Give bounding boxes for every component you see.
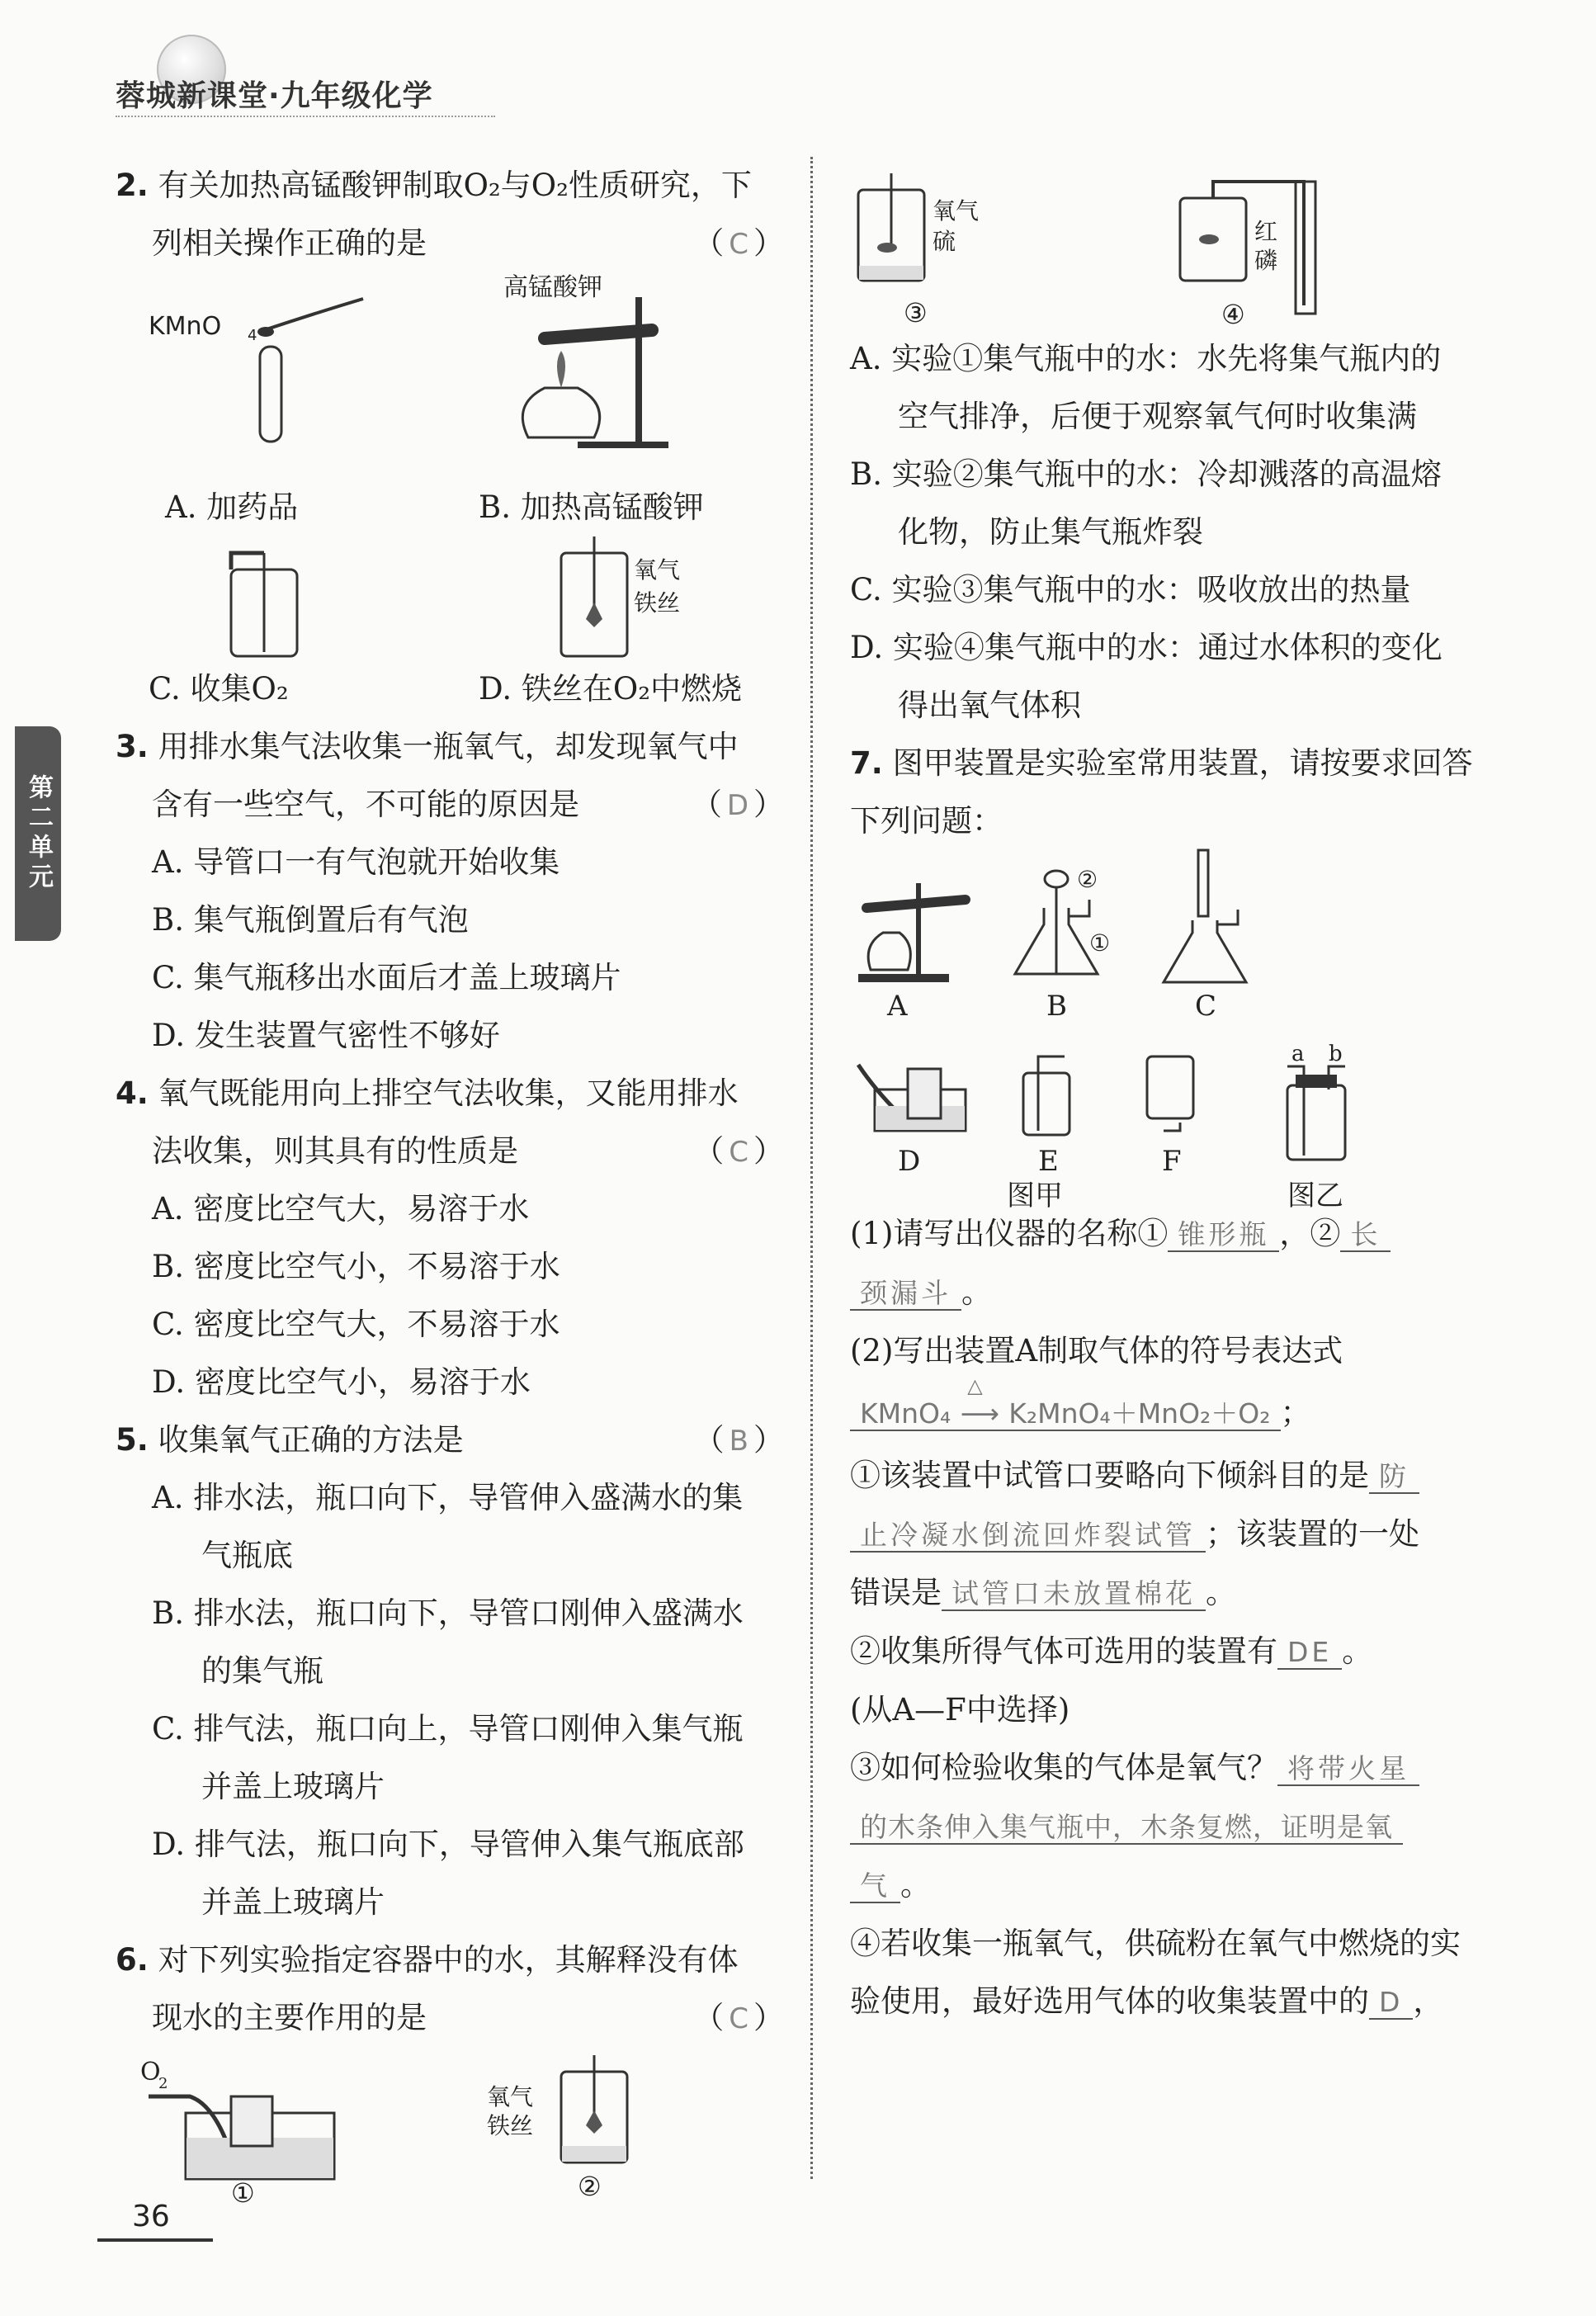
apparatus-c — [1164, 850, 1246, 1023]
fig-exp4-phosphorus — [1172, 157, 1353, 330]
q2-option-c: C. 收集O₂ — [149, 671, 289, 707]
label-a: A — [887, 990, 908, 1023]
q7-s1-prompt2: 错误是 — [850, 1575, 942, 1610]
q6-option-d-line1: D. 实验④集气瓶中的水：通过水体积的变化 — [850, 630, 1443, 665]
q6-option-b-line2: 化物，防止集气瓶炸裂 — [898, 514, 1203, 550]
q5-option-d-line1: D. 排气法，瓶口向下，导管伸入集气瓶底部 — [152, 1827, 744, 1862]
q6-option-a-line2: 空气排净，后便于观察氧气何时收集满 — [898, 399, 1417, 434]
q7-apparatus-svg — [850, 850, 1494, 1212]
q3-number: 3. — [116, 729, 149, 764]
fig-exp1-water-collect — [140, 2055, 388, 2209]
q4-text-line2: 法收集，则其具有的性质是 — [152, 1133, 518, 1169]
q3-answer: D — [726, 789, 748, 822]
q3-answer-paren: （ D ） — [691, 787, 784, 822]
left-column — [116, 157, 792, 2212]
q7-eq-condition: △ — [967, 1374, 983, 1397]
q7-eq-arrow: △ ⟶ — [951, 1381, 1008, 1447]
q6-text-line1: 对下列实验指定容器中的水，其解释没有体 — [158, 1942, 739, 1978]
q7-s3-line2 — [850, 1798, 1494, 1856]
q7-number: 7. — [850, 745, 883, 781]
q3-option-c: C. 集气瓶移出水面后才盖上玻璃片 — [152, 960, 621, 995]
q3-option-b: B. 集气瓶倒置后有气泡 — [152, 902, 469, 938]
q2-option-d: D. 铁丝在O₂中燃烧 — [479, 671, 743, 707]
q6-number: 6. — [116, 1942, 149, 1978]
q5-option-b-line2: 的集气瓶 — [201, 1653, 323, 1689]
label-d: D — [898, 1145, 921, 1178]
label-c: C — [1195, 990, 1217, 1023]
q7-s1-line2 — [850, 1505, 1494, 1564]
q7-p1-answer2a: 长 — [1340, 1218, 1391, 1252]
q7-text-line2: 下列问题： — [850, 803, 1003, 839]
q4-option-a: A. 密度比空气大，易溶于水 — [152, 1191, 530, 1227]
q4-text-line1: 氧气既能用向上排空气法收集，又能用排水 — [158, 1075, 739, 1111]
label-port-a: a — [1291, 1042, 1305, 1066]
q6-option-d-line2: 得出氧气体积 — [898, 688, 1081, 723]
q7-part1-cont — [850, 1264, 1494, 1322]
fig-exp4-label2: 磷 — [1254, 247, 1278, 274]
fig-exp4-num: ④ — [1221, 299, 1245, 330]
q7-p1-answer2b: 颈漏斗 — [850, 1277, 961, 1311]
q7-p2-end: ； — [1280, 1395, 1311, 1430]
q7-s3-end: 。 — [900, 1867, 931, 1902]
fig-exp3-sulfur — [850, 173, 1032, 330]
q4-option-c: C. 密度比空气大，不易溶于水 — [152, 1307, 560, 1342]
q6-answer: C — [729, 2002, 748, 2035]
q3-option-d: D. 发生装置气密性不够好 — [152, 1018, 500, 1053]
q6-option-c: C. 实验③集气瓶中的水：吸收放出的热量 — [850, 572, 1411, 607]
question-7 — [850, 735, 1494, 2031]
q3-option-a: A. 导管口一有气泡就开始收集 — [152, 844, 560, 880]
q7-part1 — [850, 1205, 1494, 1264]
q7-s1 — [850, 1447, 1494, 1505]
q6-options — [850, 330, 1494, 735]
q4-number: 4. — [116, 1075, 149, 1111]
q4-answer-paren: （ C ） — [693, 1133, 784, 1169]
right-column — [850, 173, 1494, 2031]
q7-p1-end: 。 — [961, 1274, 992, 1310]
apparatus-b — [1015, 866, 1110, 1023]
question-3 — [116, 718, 792, 1065]
label-b: B — [1046, 990, 1067, 1023]
label-e: E — [1038, 1145, 1059, 1178]
q5-option-a-line2: 气瓶底 — [201, 1538, 293, 1573]
q7-s1-prompt: ①该装置中试管口要略向下倾斜目的是 — [850, 1458, 1369, 1493]
q2-answer: C — [729, 228, 748, 261]
fig-iron-burn — [545, 536, 710, 660]
apparatus-e — [1007, 1056, 1070, 1212]
header-rule — [116, 116, 495, 117]
q2-answer-paren: （ C ） — [693, 225, 784, 261]
q7-s1-end: 。 — [1206, 1575, 1236, 1610]
page-number: 36 — [132, 2200, 170, 2233]
q5-option-d-line2: 并盖上玻璃片 — [201, 1884, 385, 1920]
q7-s4-prompt: 验使用，最好选用气体的收集装置中的 — [850, 1983, 1369, 2019]
q2-figures-row2 — [116, 536, 792, 660]
q6-text-line2: 现水的主要作用的是 — [152, 2000, 427, 2035]
page-number-rule — [97, 2238, 213, 2242]
q7-s3 — [850, 1739, 1494, 1798]
q7-s2-prompt: ②收集所得气体可选用的装置有 — [850, 1633, 1277, 1669]
fig-exp1-num: ① — [231, 2177, 255, 2209]
q7-eq-right: K₂MnO₄＋MnO₂＋O₂ — [1008, 1397, 1271, 1430]
q2-text-line2: 列相关操作正确的是 — [152, 225, 427, 261]
q6-option-b-line1: B. 实验②集气瓶中的水：冷却溅落的高温熔 — [850, 456, 1442, 492]
apparatus-f — [1147, 1056, 1193, 1178]
question-6 — [116, 1931, 792, 2212]
q3-text-line2: 含有一些空气，不可能的原因是 — [152, 787, 579, 822]
column-divider — [810, 157, 813, 2179]
fig-iron-label1: 氧气 — [634, 556, 681, 584]
fig-heat-kmno4 — [479, 272, 726, 454]
fig-collect-o2 — [182, 536, 347, 660]
q7-p2-prompt: (2)写出装置A制取气体的符号表达式 — [850, 1333, 1343, 1368]
unit-side-tab: 第二单元 — [15, 726, 61, 941]
q4-answer: C — [729, 1136, 748, 1169]
fig-exp2-label1: 氧气 — [487, 2083, 534, 2110]
q7-s3-prompt: ③如何检验收集的气体是氧气？ — [850, 1750, 1277, 1785]
fig-exp1-o2sub: 2 — [158, 2075, 168, 2092]
q2-option-b: B. 加热高锰酸钾 — [479, 489, 704, 525]
fig-exp3-label2: 硫 — [933, 228, 956, 255]
fig-exp2-label2: 铁丝 — [487, 2112, 534, 2139]
q5-answer: B — [729, 1425, 748, 1458]
q7-s3-answer3: 气 — [850, 1869, 900, 1903]
q7-s3-line3 — [850, 1856, 1494, 1915]
q7-s3-answer1: 将带火星 — [1277, 1752, 1419, 1786]
q7-eq-left: KMnO₄ — [860, 1397, 951, 1430]
question-2 — [116, 157, 792, 718]
fig-exp4-label1: 红 — [1254, 218, 1278, 245]
q7-p1-mid: ，② — [1279, 1216, 1341, 1251]
q7-s1-answer1b: 止冷凝水倒流回炸裂试管 — [850, 1519, 1206, 1553]
q2-figures-row1 — [116, 272, 792, 479]
fig-iron-label2: 铁丝 — [634, 589, 681, 617]
q6-option-a-line1: A. 实验①集气瓶中的水：水先将集气瓶内的 — [850, 341, 1442, 376]
q7-s4-end: ， — [1413, 1983, 1444, 2019]
q5-option-c-line2: 并盖上玻璃片 — [201, 1769, 385, 1804]
q7-p1-prompt: (1)请写出仪器的名称① — [850, 1216, 1169, 1251]
apparatus-yi — [1287, 1042, 1345, 1212]
q7-s3-answer2: 的木条伸入集气瓶中，木条复燃，证明是氧 — [850, 1811, 1403, 1845]
q2-option-a: A. 加药品 — [165, 489, 299, 525]
q5-answer-paren: （ B ） — [693, 1422, 784, 1458]
fig-kmno4-sub: 4 — [248, 327, 257, 344]
q5-number: 5. — [116, 1422, 149, 1458]
q7-s1-mid: ；该装置的一处 — [1206, 1516, 1419, 1552]
fig-exp1-o2: O — [140, 2058, 161, 2087]
q2-number: 2. — [116, 168, 149, 203]
q7-apparatus-figures — [850, 850, 1494, 1212]
q7-s1-answer2: 试管口未放置棉花 — [942, 1577, 1206, 1611]
fig-exp3-num: ③ — [904, 297, 928, 328]
fig-exp3-label1: 氧气 — [933, 197, 980, 225]
fig-kmno4-label: KMnO — [149, 312, 222, 341]
q5-option-a-line1: A. 排水法，瓶口向下，导管伸入盛满水的集 — [152, 1480, 744, 1515]
q2-labels-row2 — [116, 660, 792, 718]
q2-labels-row1 — [116, 479, 792, 536]
fig-heat-label: 高锰酸钾 — [503, 273, 602, 302]
label-b1: ① — [1089, 929, 1111, 957]
q7-s4-line2 — [850, 1973, 1494, 2031]
q4-option-b: B. 密度比空气小，不易溶于水 — [152, 1249, 560, 1284]
apparatus-a — [858, 883, 966, 1023]
q7-s4-line1: ④若收集一瓶氧气，供硫粉在氧气中燃烧的实 — [850, 1926, 1461, 1961]
label-b2: ② — [1077, 866, 1098, 893]
q7-s2-note: (从A—F中选择) — [850, 1692, 1070, 1728]
fig-exp2-num: ② — [578, 2171, 602, 2202]
q6-answer-paren: （ C ） — [693, 2000, 784, 2035]
q2-text-line1: 有关加热高锰酸钾制取O₂与O₂性质研究，下 — [158, 168, 752, 203]
q6-figures-left — [116, 2047, 792, 2212]
apparatus-d — [858, 1065, 966, 1178]
q7-s4-answer: D — [1369, 1986, 1413, 2020]
q3-text-line1: 用排水集气法收集一瓶氧气，却发现氧气中 — [158, 729, 739, 764]
q7-p2-equation — [850, 1374, 1494, 1447]
q7-s2 — [850, 1623, 1494, 1681]
label-f: F — [1162, 1145, 1182, 1178]
q5-option-b-line1: B. 排水法，瓶口向下，导管口刚伸入盛满水 — [152, 1595, 744, 1631]
q7-p2-answer — [850, 1374, 1281, 1431]
q5-option-c-line1: C. 排气法，瓶口向上，导管口刚伸入集气瓶 — [152, 1711, 744, 1746]
label-yi: 图乙 — [1287, 1179, 1343, 1212]
header-title: 蓉城新课堂·九年级化学 — [116, 79, 433, 113]
q7-s1-line3 — [850, 1564, 1494, 1623]
fig-add-reagent — [149, 289, 396, 446]
q7-s2-end: 。 — [1342, 1633, 1373, 1669]
q5-text: 收集氧气正确的方法是 — [158, 1422, 464, 1458]
q7-text-line1: 图甲装置是实验室常用装置，请按要求回答 — [892, 745, 1473, 781]
label-jia: 图甲 — [1007, 1179, 1063, 1212]
label-port-b: b — [1329, 1042, 1343, 1066]
fig-exp2-iron — [470, 2047, 718, 2204]
q4-option-d: D. 密度比空气小，易溶于水 — [152, 1364, 531, 1400]
question-4 — [116, 1065, 792, 1411]
question-5 — [116, 1411, 792, 1931]
q6-figures-right — [850, 173, 1494, 330]
q7-p1-answer1: 锥形瓶 — [1168, 1218, 1279, 1252]
q7-s1-answer1a: 防 — [1369, 1460, 1419, 1494]
q7-s2-answer: DE — [1277, 1636, 1342, 1670]
